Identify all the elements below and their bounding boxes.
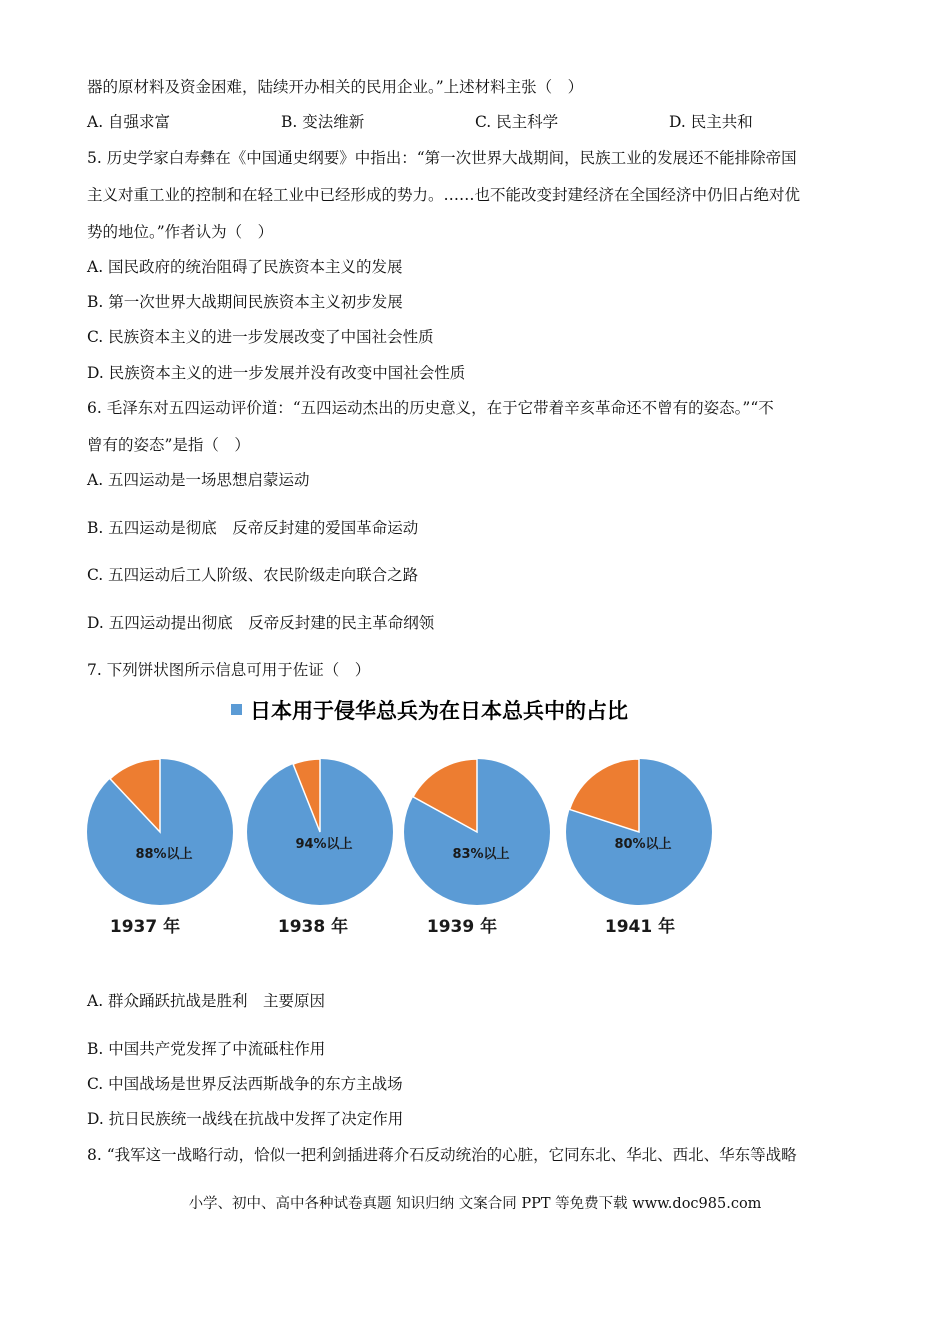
q5-option-c[interactable]: C. 民族资本主义的进一步发展改变了中国社会性质	[87, 328, 434, 346]
q4-option-a[interactable]: A. 自强求富	[87, 113, 171, 131]
chart-legend-swatch	[231, 704, 242, 715]
page-footer: 小学、初中、高中各种试卷真题 知识归纳 文案合同 PPT 等免费下载 www.doc985.com	[188, 1196, 762, 1212]
pies-group	[87, 759, 712, 937]
q7-option-c[interactable]: C. 中国战场是世界反法西斯战争的东方主战场	[87, 1075, 403, 1093]
q6-option-b[interactable]: B. 五四运动是彻底 反帝反封建的爱国革命运动	[87, 519, 419, 537]
q7-option-a[interactable]: A. 群众踊跃抗战是胜利 主要原因	[87, 992, 326, 1010]
q7-option-b[interactable]: B. 中国共产党发挥了中流砥柱作用	[87, 1040, 326, 1058]
pie-year-label-3: 1941 年	[604, 917, 676, 937]
q7-option-d[interactable]: D. 抗日民族统一战线在抗战中发挥了决定作用	[87, 1110, 404, 1128]
pie-year-label-2: 1939 年	[426, 917, 498, 937]
q5-stem-line-1: 5. 历史学家白寿彝在《中国通史纲要》中指出：“第一次世界大战期间，民族工业的发展还不能排除帝国	[87, 149, 797, 167]
q6-option-a[interactable]: A. 五四运动是一场思想启蒙运动	[87, 471, 310, 489]
q4-stem-line: 器的原材料及资金困难，陆续开办相关的民用企业。”上述材料主张（ ）	[87, 78, 584, 96]
q4-option-b[interactable]: B. 变法维新	[281, 113, 365, 131]
q4-option-c[interactable]: C. 民主科学	[475, 113, 559, 131]
q5-stem-line-2: 主义对重工业的控制和在轻工业中已经形成的势力。……也不能改变封建经济在全国经济中仍旧占绝对优	[87, 186, 801, 204]
pie-value-label-3: 80%以上	[614, 837, 672, 852]
q5-option-a[interactable]: A. 国民政府的统治阻碍了民族资本主义的发展	[87, 258, 403, 276]
q5-stem-line-3: 势的地位。”作者认为（ ）	[87, 223, 274, 241]
chart-title: 日本用于侵华总兵为在日本总兵中的占比	[250, 699, 628, 723]
q7-stem: 7. 下列饼状图所示信息可用于佐证（ ）	[87, 661, 371, 679]
q6-stem-line-1: 6. 毛泽东对五四运动评价道：“五四运动杰出的历史意义，在于它带着辛亥革命还不曾有的姿态。”“不	[87, 399, 774, 417]
q6-stem-line-2: 曾有的姿态”是指（ ）	[87, 436, 250, 454]
q4-option-d[interactable]: D. 民主共和	[669, 113, 753, 131]
pie-value-label-1: 94%以上	[295, 837, 353, 852]
q8-stem-line-1: 8. “我军这一战略行动，恰似一把利剑插进蒋介石反动统治的心脏，它同东北、华北、西北、华东等战略	[87, 1146, 797, 1164]
pie-year-label-0: 1937 年	[109, 917, 181, 937]
q6-option-d[interactable]: D. 五四运动提出彻底 反帝反封建的民主革命纲领	[87, 614, 435, 632]
pie-year-label-1: 1938 年	[277, 917, 349, 937]
pie-value-label-0: 88%以上	[135, 847, 193, 862]
pie-value-label-2: 83%以上	[452, 847, 510, 862]
q6-option-c[interactable]: C. 五四运动后工人阶级、农民阶级走向联合之路	[87, 566, 419, 584]
pie-chart-figure	[80, 690, 740, 950]
q5-option-b[interactable]: B. 第一次世界大战期间民族资本主义初步发展	[87, 293, 403, 311]
q5-option-d[interactable]: D. 民族资本主义的进一步发展并没有改变中国社会性质	[87, 364, 466, 382]
